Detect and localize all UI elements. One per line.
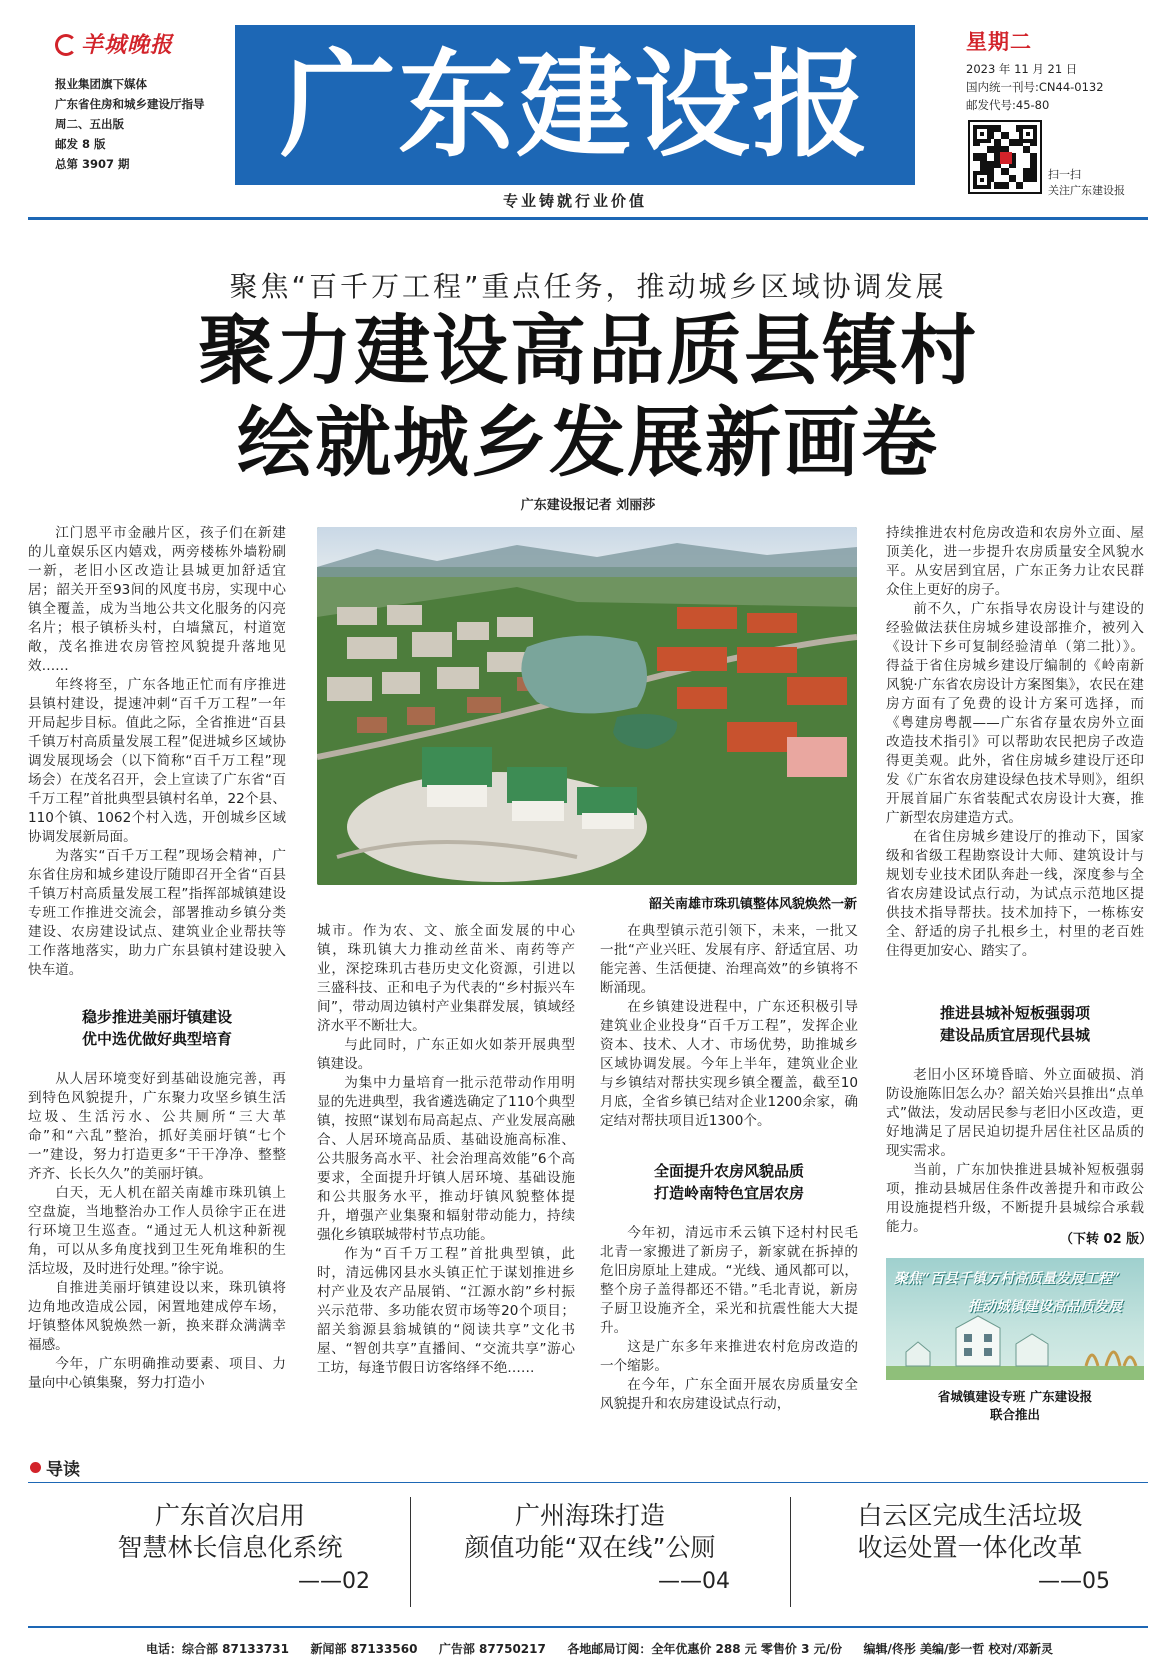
subheading-3 [886, 1002, 1144, 1046]
qr-module [1001, 132, 1008, 139]
qr-finder [973, 125, 991, 143]
qr-finder [1019, 125, 1037, 143]
photo-caption: 韶关南雄市珠玑镇整体风貌焕然一新 [648, 897, 857, 912]
qr-module [1001, 182, 1008, 189]
headline-line-2: 绘就城乡发展新画卷 [237, 398, 939, 487]
qr-module [1023, 153, 1030, 160]
qr-module [987, 153, 994, 160]
qr-module [980, 161, 987, 168]
qr-module [1030, 153, 1037, 160]
continued-note[interactable]: （下转 02 版） [1060, 1232, 1153, 1247]
qr-module [1023, 146, 1030, 153]
qr-module [994, 125, 1001, 132]
qr-module [1023, 182, 1030, 189]
qr-module [1030, 146, 1037, 153]
weekday: 星期二 [966, 30, 1032, 54]
guide-separator [410, 1497, 411, 1607]
guide-item-line: 颜值功能“双在线”公厕 [464, 1533, 716, 1562]
guide-item-line: 广州海珠打造 [514, 1501, 665, 1530]
paragraph: 在乡镇建设进程中，广东还积极引导建筑业企业投身“百千万工程”，发挥企业资本、技术、人才、市场优势，助推城乡区域协调发展。今年上半年，建筑业企业与乡镇结对帮扶实现乡镇全覆盖，截至10月底，全省乡镇已结对企业1200余家，确定结对帮扶项目近1300个。 [600, 999, 858, 1129]
article-column-1 [28, 524, 286, 980]
publisher-info-line: 周二、五出版 [55, 117, 124, 131]
qr-module [1001, 139, 1008, 146]
qr-module [987, 146, 994, 153]
headline-line-1: 聚力建设高品质县镇村 [198, 306, 978, 395]
aerial-town-photo [317, 527, 857, 885]
issue-serial: 国内统一刊号:CN44-0132 [966, 80, 1104, 94]
qr-module [1009, 168, 1016, 175]
paragraph: 城市。作为农、文、旅全面发展的中心镇，珠玑镇大力推动丝苗米、南药等产业，深挖珠玑古巷历史文化资源，引进以三盛科技、正和电子为代表的“乡村振兴车间”，带动周边镇村产业集群发展，镇域经济水平不断壮大。 [317, 923, 575, 1034]
qr-code-icon[interactable] [968, 120, 1042, 194]
publisher-info-line: 广东省住房和城乡建设厅指导 [55, 97, 205, 111]
scan-prompt-line: 关注广东建设报 [1048, 184, 1125, 197]
subheading-2 [600, 1160, 858, 1204]
issue-info [966, 60, 1104, 114]
qr-module [1009, 132, 1016, 139]
guide-item-page: ——02 [298, 1569, 370, 1594]
newspaper-title [235, 25, 915, 185]
guide-item-line: 白云区完成生活垃圾 [857, 1501, 1083, 1530]
promo-credit-line: 省城镇建设专班 广东建设报 [937, 1389, 1093, 1404]
qr-module [1016, 146, 1023, 153]
masthead-divider [28, 217, 1148, 220]
qr-module [1009, 182, 1016, 189]
footer-subscription: 各地邮局订阅：全年优惠价 288 元 零售价 3 元/份 [567, 1642, 842, 1656]
promo-title-line-1: 聚焦“百县千镇万村高质量发展工程” [894, 1271, 1121, 1287]
guide-item-line: 广东首次启用 [154, 1501, 305, 1530]
footer-news-dept: 新闻部 87133560 [310, 1642, 418, 1656]
qr-module [1023, 175, 1030, 182]
paragraph: 在典型镇示范引领下，未来，一批又一批“产业兴旺、发展有序、舒适宜居、功能完善、生活便捷、治理高效”的乡镇将不断涌现。 [600, 923, 858, 996]
promo-credit [886, 1388, 1144, 1424]
promo-credit-line: 联合推出 [989, 1407, 1040, 1422]
paragraph: 老旧小区环境昏暗、外立面破损、消防设施陈旧怎么办？韶关始兴县推出“点单式”做法，发动居民参与老旧小区改造，更好地满足了居民迫切提升居住社区品质的现实需求。 [886, 1067, 1144, 1159]
qr-module [1030, 161, 1037, 168]
article-column-3b [600, 1224, 858, 1414]
qr-module [994, 182, 1001, 189]
guide-item-page: ——04 [658, 1569, 730, 1594]
paragraph: 持续推进农村危房改造和农房外立面、屋顶美化，进一步提升农房质量安全风貌水平。从安居到宜居，广东正务力让农民群众住上更好的房子。 [886, 525, 1144, 598]
issue-postal-code: 邮发代号:45-80 [966, 98, 1050, 112]
guide-item-line: 收运处置一体化改革 [857, 1533, 1083, 1562]
qr-module [980, 146, 987, 153]
slogan: 专业铸就行业价值 [502, 192, 647, 210]
subheading-line: 打造岭南特色宜居农房 [653, 1184, 804, 1202]
article-column-4 [886, 524, 1144, 961]
qr-module [1001, 175, 1008, 182]
article-column-3 [600, 922, 858, 1131]
promo-title-line-2: 推动城镇建设高品质发展 [968, 1299, 1122, 1315]
qr-module [994, 132, 1001, 139]
paragraph: 作为“百千万工程”首批典型镇，此时，清远佛冈县水头镇正忙于谋划推进乡村产业及农产品展销、“江源水韵”乡村振兴示范带、多功能农贸市场等20个项目；韶关翁源县翁城镇的“阅读共享”文化书屋、“智创共享”直播间、“交流共享”游心工坊，每逢节假日访客络绎不绝…… [317, 1246, 575, 1376]
footer-ad-dept: 广告部 87750217 [438, 1642, 546, 1656]
subheading-line: 建设品质宜居现代县城 [939, 1026, 1090, 1044]
paragraph: 为集中力量培育一批示范带动作用明显的先进典型，我省遴选确定了110个典型镇，按照“谋划布局高起点、产业发展高融合、人居环境高品质、基础设施高标准、公共服务高水平、社会治理高效能”6个高要求，全面提升圩镇人居环境、基础设施和公共服务水平，推动圩镇风貌整体提升，增强产业集聚和辐射带动能力，持续强化乡镇联城带村节点功能。 [317, 1075, 575, 1243]
qr-finder [973, 171, 991, 189]
paragraph: 白天，无人机在韶关南雄市珠玑镇上空盘旋，当地整治办工作人员徐宇正在进行环境卫生巡查。“通过无人机这种新视角，可以从多角度找到卫生死角堆积的生活垃圾，及时进行处理。”徐宇说。 [28, 1185, 286, 1277]
qr-module [1030, 182, 1037, 189]
guide-label: 导读 [46, 1460, 80, 1480]
newspaper-title-text: 广东建设报 [280, 37, 870, 173]
qr-module [1009, 125, 1016, 132]
publisher-logo-text: 羊城晚报 [81, 32, 174, 58]
scan-prompt-line: 扫一扫 [1048, 168, 1081, 181]
guide-item[interactable] [800, 1500, 1140, 1598]
guide-item[interactable] [420, 1500, 760, 1598]
publisher-info [55, 74, 205, 174]
qr-module [1016, 182, 1023, 189]
qr-module [987, 161, 994, 168]
subheading-line: 优中选优做好典型培育 [81, 1030, 232, 1048]
paragraph: 当前，广东加快推进县城补短板强弱项，推动县城居住条件改善提升和市政公用设施提档升级，不断提升县城综合承载能力。 [886, 1162, 1144, 1235]
publisher-info-line: 报业集团旗下媒体 [55, 77, 147, 91]
qr-module [980, 153, 987, 160]
qr-module [1009, 175, 1016, 182]
qr-module [1016, 168, 1023, 175]
subheading-line: 全面提升农房风貌品质 [653, 1162, 804, 1180]
article-column-2 [317, 922, 575, 1378]
qr-module [1023, 168, 1030, 175]
paragraph: 在今年，广东全面开展农房质量安全风貌提升和农房建设试点行动， [600, 1377, 858, 1412]
article-kicker: 聚焦“百千万工程”重点任务，推动城乡区域协调发展 [229, 270, 947, 303]
footer-editors: 编辑/佟彤 美编/彭一哲 校对/邓新灵 [863, 1642, 1053, 1656]
paragraph: 今年，广东明确推动要素、项目、力量向中心镇集聚，努力打造小 [28, 1356, 286, 1391]
guide-item[interactable] [60, 1500, 400, 1598]
publisher-logo [55, 28, 173, 59]
qr-module [1023, 161, 1030, 168]
guide-divider [28, 1482, 1148, 1483]
paragraph: 自推进美丽圩镇建设以来，珠玑镇将边角地改造成公园，闲置地建成停车场，圩镇整体风貌焕然一新，换来群众满满幸福感。 [28, 1280, 286, 1353]
paragraph: 从人居环境变好到基础设施完善，再到特色风貌提升，广东聚力攻坚乡镇生活垃圾、生活污水、公共厕所“三大革命”和“六乱”整治，抓好美丽圩镇“七个一”建设，努力打造更多“干干净净、整整齐齐、长长久久”的美丽圩镇。 [28, 1071, 286, 1182]
qr-module [1009, 139, 1016, 146]
guide-item-page: ——05 [1038, 1569, 1110, 1594]
qr-module [1016, 161, 1023, 168]
qr-module [1001, 125, 1008, 132]
guide-item-line: 智慧林长信息化系统 [117, 1533, 343, 1562]
issue-date: 2023 年 11 月 21 日 [966, 62, 1078, 76]
paragraph: 与此同时，广东正如火如荼开展典型镇建设。 [317, 1037, 575, 1072]
subheading-line: 稳步推进美丽圩镇建设 [81, 1008, 232, 1026]
qr-module [1030, 168, 1037, 175]
qr-module [994, 139, 1001, 146]
article-headline [28, 305, 1148, 489]
paragraph: 为落实“百千万工程”现场会精神，广东省住房和城乡建设厅随即召开全省“百县千镇万村高质量发展工程”指挥部城镇建设专班工作推进交流会，部署推动乡镇分类建设、农房建设试点、建筑业企业帮扶等工作落地落实，助力广东县镇村建设驶入快车道。 [28, 848, 286, 978]
qr-module [1001, 168, 1008, 175]
aerial-town-illustration [317, 527, 857, 885]
subheading-1 [28, 1006, 286, 1050]
publisher-info-line: 邮发 8 版 [55, 137, 106, 151]
publisher-info-line: 总第 3907 期 [55, 157, 130, 171]
footer-divider [28, 1626, 1148, 1628]
promo-banner[interactable] [886, 1258, 1144, 1380]
paragraph: 在省住房城乡建设厅的推动下，国家级和省级工程勘察设计大师、建筑设计与规划专业技术团队奔赴一线，深度参与全省农房建设试点行动，为试点示范地区提供技术指导帮扶。技术加持下，一栋栋安全、舒适的房子扎根乡土，村里的老百姓住得更加安心、踏实了。 [886, 829, 1144, 959]
qr-module [1016, 153, 1023, 160]
footer-phone: 电话：综合部 87133731 [146, 1642, 289, 1656]
guide-separator [790, 1497, 791, 1607]
article-byline: 广东建设报记者 刘丽莎 [520, 498, 656, 513]
qr-module [1030, 175, 1037, 182]
footer-contact-bar [28, 1640, 1148, 1657]
qr-module [994, 175, 1001, 182]
logo-swirl-icon [55, 34, 77, 56]
paragraph: 今年初，清远市禾云镇下迳村村民毛北青一家搬进了新房子，新家就在拆掉的危旧房原址上建成。“光线、通风都可以，整个房子盖得都还不错。”毛北青说，新房子厨卫设施齐全，采光和抗震性能大大提升。 [600, 1225, 858, 1336]
guide-bullet-icon [30, 1462, 41, 1473]
scan-prompt [1048, 167, 1125, 199]
qr-center-logo [1000, 152, 1012, 164]
qr-module [973, 146, 980, 153]
paragraph: 年终将至，广东各地正忙而有序推进县镇村建设，提速冲刺“百千万工程”一年开局起步目标。值此之际，全省推进“百县千镇万村高质量发展工程”促进城乡区域协调发展现场会（以下简称“百千万工程”现场会）在茂名召开，会上宣读了广东省“百千万工程”首批典型县镇村名单，22个县、110个镇、1062个村入选，开创城乡区域协调发展新局面。 [28, 677, 286, 845]
qr-module [973, 153, 980, 160]
paragraph: 这是广东多年来推进农村危房改造的一个缩影。 [600, 1339, 858, 1374]
paragraph: 前不久，广东指导农房设计与建设的经验做法获住房城乡建设部推介，被列入《设计下乡可复制经验清单（第二批）》。得益于省住房城乡建设厅编制的《岭南新风貌·广东省农房设计方案图集》，农民在建房方面有了免费的设计方案可选择，而《粤建房粤靓——广东省存量农房外立面改造技术指引》可以帮助农民把房子改造得更美观。此外，省住房城乡建设厅还印发《广东省农房建设绿色技术导则》，组织开展首届广东省装配式农房设计大赛，推广新型农房建造方式。 [886, 601, 1144, 826]
subheading-line: 推进县城补短板强弱项 [939, 1004, 1090, 1022]
qr-module [1016, 175, 1023, 182]
article-column-4b [886, 1066, 1144, 1237]
house-illustration-icon [886, 1314, 1144, 1380]
paragraph: 江门恩平市金融片区，孩子们在新建的儿童娱乐区内嬉戏，两旁楼栋外墙粉刷一新，老旧小区改造让县城更加舒适宜居；韶关开至93间的风度书房，实现中心镇全覆盖，成为当地公共文化服务的闪亮名片；根子镇桥头村，白墙黛瓦，村道宽敞，茂名推进农房管控风貌提升落地见效…… [28, 525, 286, 674]
article-column-1b [28, 1070, 286, 1393]
qr-module [973, 161, 980, 168]
qr-module [994, 168, 1001, 175]
